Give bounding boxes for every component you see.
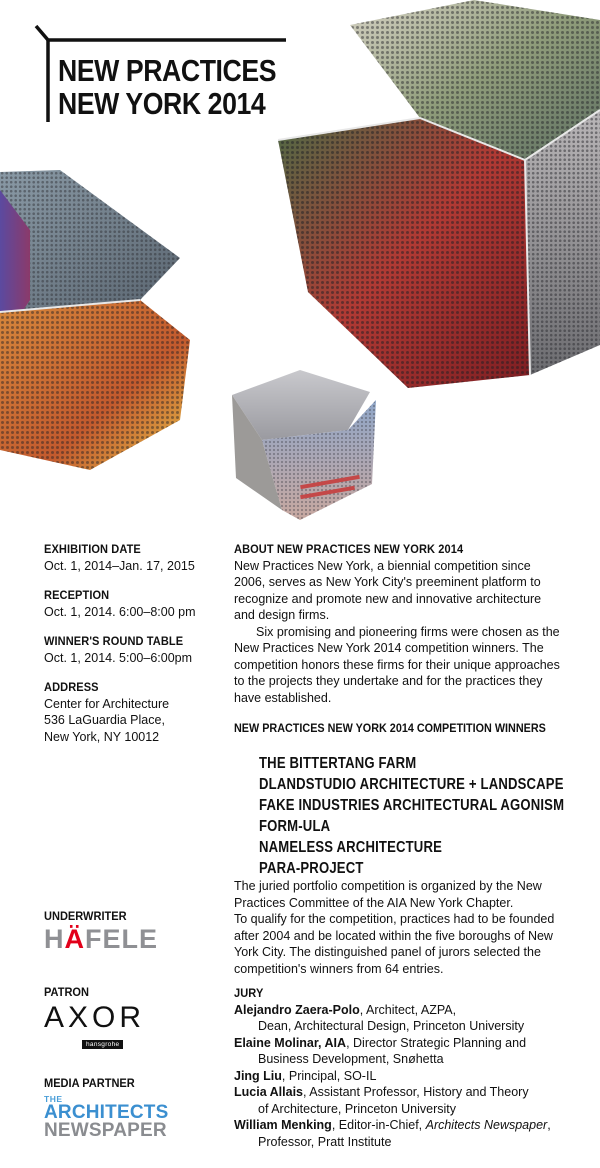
detail-exhibition-date [44,541,224,574]
title-line-1: NEW PRACTICES [58,53,277,88]
juried-paragraph-1: The juried portfolio competition is organized by the New Practices Committee of the AIA New York Chapter. [234,879,542,910]
jury-section [234,985,574,1150]
winner-item: FAKE INDUSTRIES ARCHITECTURAL AGONISM [259,796,565,814]
jury-name: Lucia Allais [234,1085,304,1099]
jury-role: , Assistant Professor, History and Theory [303,1085,529,1099]
jury-member [234,1084,574,1101]
sponsor-media-partner [44,1076,168,1140]
about-section [234,541,564,879]
small-cube [232,370,376,520]
sponsor-underwriter [44,909,158,953]
sponsor-label: PATRON [44,985,89,999]
juried-paragraph-2: To qualify for the competition, practices had to be founded after 2004 and be located within the five boroughs of New York City. The distinguished panel of jurors selected the competition's winners from 64 entries. [234,912,555,976]
detail-label: RECEPTION [44,588,110,602]
hafele-logo-a: Ä [64,924,85,954]
event-details [44,541,224,758]
jury-role-end: , [547,1118,551,1132]
axor-logo: AXOR [44,1001,146,1034]
winner-item: DLANDSTUDIO ARCHITECTURE + LANDSCAPE [259,775,564,793]
winner-item: THE BITTERTANG FARM [259,754,417,772]
jury-role: , Director Strategic Planning and [346,1035,527,1050]
jury-name: Jing Liu [234,1068,282,1083]
jury-member [234,1068,574,1085]
jury-member [234,1117,574,1134]
winners-list [259,753,564,879]
jury-name: Alejandro Zaera-Polo [234,1002,360,1017]
jury-role: , Architect, AZPA, [359,1002,457,1017]
jury-role: , Editor-in-Chief, [331,1118,426,1132]
winner-item: NAMELESS ARCHITECTURE [259,838,443,856]
cube-artwork [0,0,600,530]
about-heading: ABOUT NEW PRACTICES NEW YORK 2014 [234,542,464,556]
jury-heading: JURY [234,986,264,1000]
an-logo-line-1: ARCHITECTS [44,1102,169,1123]
sponsor-label: UNDERWRITER [44,909,127,923]
hansgrohe-badge: hansgrohe [82,1040,123,1049]
juried-section [234,878,569,977]
an-logo-line-2: NEWSPAPER [44,1120,167,1141]
detail-label: WINNER'S ROUND TABLE [44,634,184,648]
title-line-2: NEW YORK 2014 [58,86,266,121]
jury-member [234,1035,574,1052]
left-cube [0,170,190,470]
sponsor-patron [44,985,145,1051]
detail-label: EXHIBITION DATE [44,542,141,556]
jury-name: Elaine Molinar, AIA [234,1035,347,1050]
winner-item: FORM-ULA [259,817,331,835]
detail-value: Oct. 1, 2014. 5:00–6:00pm [44,650,193,665]
jury-role-publication: Architects Newspaper [425,1118,548,1132]
address-line: Center for Architecture [44,696,170,711]
hafele-logo-rest: FELE [85,924,159,954]
detail-label: ADDRESS [44,680,99,694]
sponsor-label: MEDIA PARTNER [44,1076,135,1090]
detail-round-table [44,633,224,666]
winner-item: PARA-PROJECT [259,859,364,877]
about-paragraph-1: New Practices New York, a biennial competition since 2006, serves as New York City's preeminent platform to recognize and promote new and innovative architecture and design firms. [234,558,542,622]
jury-name: William Menking [234,1118,332,1132]
about-paragraph-2: Six promising and pioneering firms were chosen as the New Practices New York 2014 competition winners. The competition honors these firms for their unique approaches to the projects they undertake and for the practices they have established. [234,624,560,705]
jury-role-continued: Dean, Architectural Design, Princeton University [258,1019,525,1033]
detail-reception [44,587,224,620]
winners-heading: NEW PRACTICES NEW YORK 2014 COMPETITION WINNERS [234,721,546,735]
detail-address [44,679,224,745]
address-line: New York, NY 10012 [44,729,160,744]
jury-role-continued: Professor, Pratt Institute [258,1134,392,1149]
hafele-logo-h: H [44,924,65,954]
an-logo-the: THE [44,1094,63,1104]
hafele-logo [44,925,158,953]
detail-value: Oct. 1, 2014–Jan. 17, 2015 [44,558,195,573]
jury-role-continued: of Architecture, Princeton University [258,1101,456,1116]
jury-role-continued: Business Development, Snøhetta [258,1052,444,1066]
large-cube [278,0,600,388]
jury-member [234,1002,574,1019]
architects-newspaper-logo [44,1094,168,1140]
detail-value: Oct. 1, 2014. 6:00–8:00 pm [44,604,196,619]
address-line: 536 LaGuardia Place, [44,713,165,727]
jury-role: , Principal, SO-IL [281,1068,377,1083]
